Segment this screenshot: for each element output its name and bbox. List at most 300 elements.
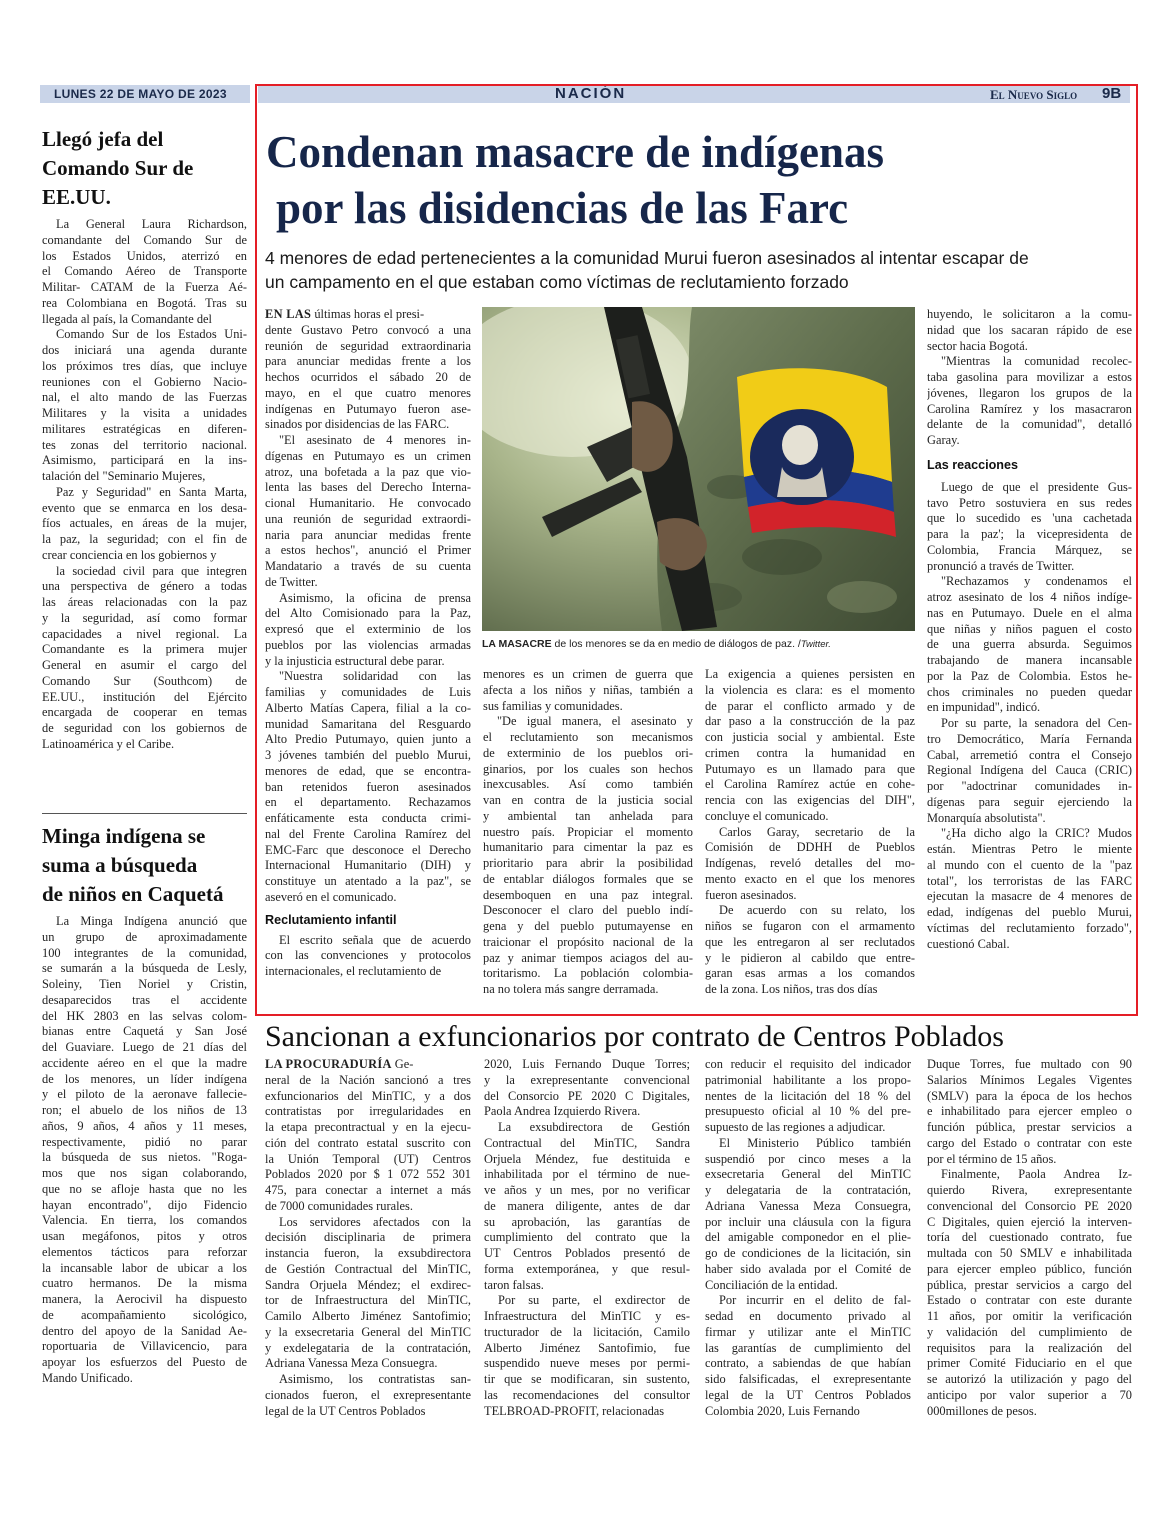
text-line: Garay.	[927, 433, 960, 447]
text-line: la sociedad civil para que integren	[56, 563, 247, 578]
subhead-reacciones: Las reacciones	[927, 457, 1019, 472]
text-line: reuniones con el Gobierno Nacio-	[42, 374, 247, 389]
text-line: General en asumir el cargo del	[42, 658, 247, 672]
text-line: firmar y utilizar ante el MinTIC	[705, 1324, 911, 1339]
text-line: de seguridad con los gobiernos de	[42, 721, 247, 735]
text-line: a estos hechos", anunció el Primer	[265, 543, 471, 558]
text-line: de acompañamiento sicológico,	[42, 1307, 247, 1322]
text-line: ban retenidos fueron asesinados	[265, 779, 471, 794]
caption-credit: Twitter.	[800, 639, 831, 650]
text-line: la paz, la seguridad; con el fin de	[42, 532, 247, 546]
text-line: chos criminales no pueden quedar	[927, 684, 1132, 699]
column-body	[265, 323, 471, 906]
text-line: hechos ocurridos el sábado 20 de	[265, 370, 471, 384]
text-line: TELBROAD-PROFIT, relacionadas	[484, 1403, 665, 1418]
text-line: el Comando Aéreo de Transporte	[42, 264, 247, 279]
text-line: mento exacto en el que los menores	[705, 871, 915, 886]
text-line: comandante del Comando Sur de	[42, 232, 247, 247]
text-line: se sumarán a la búsqueda de Lesly,	[42, 961, 247, 976]
text-line: para anunciar medidas frente a los	[265, 354, 471, 369]
text-line: sinados por disidencias de las FARC.	[265, 417, 450, 432]
text-line: indígenas en Putumayo fueron ase-	[265, 401, 471, 416]
text-line: ginarios, por los cuales son hechos	[483, 761, 693, 776]
text-line: familias y comunidades de Luis	[265, 685, 471, 699]
text-line: la Unión Temporal (UT) Centros	[265, 1151, 471, 1166]
text-line: exsecretaria General del MinTIC	[705, 1167, 911, 1182]
page-number: 9B	[1102, 85, 1122, 102]
text-line: crear conciencia en los gobiernos y	[42, 547, 217, 562]
text-line: en el departamento. Rechazamos	[265, 795, 471, 810]
text-line: y la exrepresentante convencional	[484, 1072, 690, 1087]
text-line: anticipo por valor superior a 70	[927, 1387, 1132, 1402]
text-line: haber sido avalada por el Comité de	[705, 1261, 911, 1276]
text-line: un grupo de aproximadamente	[42, 929, 247, 944]
text-line: dígenas en Putumayo es un crimen	[265, 448, 471, 463]
text-line: dentro del apoyo de la Sanidad Ae-	[42, 1323, 247, 1338]
text-line: de los menores, un líder indígena	[42, 1071, 247, 1086]
text-line: Internacional Humanitario (DIH) y	[265, 858, 471, 873]
main-headline-line-2: por las disidencias de las Farc	[276, 183, 849, 233]
text-line: primer Comité Fiduciario en el que	[927, 1356, 1132, 1371]
text-line: bianas entre Caquetá y San José	[42, 1024, 247, 1039]
text-line: La Minga Indígena anunció que	[56, 914, 247, 928]
newspaper-name: El Nuevo Siglo	[990, 87, 1078, 102]
text-line: dígenas para seguir ejerciendo la	[927, 794, 1132, 809]
text-line: menores es un crimen de guerra que	[483, 667, 693, 681]
text-line: nentes de la licitación del 18 % del	[705, 1088, 911, 1103]
text-line: tor de Infraestructura del MinTIC,	[265, 1293, 471, 1308]
text-line: con reducir el requisito del indicador	[705, 1057, 911, 1071]
text-line: neral de la Nación sancionó a tres	[265, 1072, 471, 1087]
text-line: accidente aéreo en el que la madre	[42, 1055, 247, 1070]
text-line: enfáticamente esta conducta crimi-	[265, 811, 471, 825]
main-headline-line-1: Condenan masacre de indígenas	[266, 127, 885, 177]
divider	[42, 813, 247, 814]
second-headline: Sancionan a exfuncionarios por contrato de Centros Poblados	[265, 1020, 1004, 1053]
text-line: "¿Ha dicho algo la CRIC? Mudos	[941, 826, 1132, 841]
text-line: desemboquen en una paz integral.	[483, 887, 693, 902]
text-line: Por su parte, la senadora del Cen-	[941, 716, 1132, 730]
text-line: dos iniciará una agenda durante	[42, 343, 247, 357]
text-line: toritarismo. La población colombia-	[483, 966, 693, 981]
text-line: EE.UU., institución del Ejército	[42, 689, 247, 704]
text-line: quierdo Rivera, exrepresentante	[927, 1183, 1132, 1197]
text-line: llegada al país, la Comandante del	[42, 311, 212, 326]
text-line: respectivamente, pidió no parar	[42, 1134, 247, 1149]
text-line: las áreas relacionadas con la paz	[42, 595, 247, 609]
text-line: Mandatario a través de su cuenta	[265, 559, 471, 573]
photo-caption	[482, 637, 915, 652]
text-line: (SMLV) para la época de los hechos	[927, 1088, 1132, 1103]
text-line: los próximos tres días, que incluye	[42, 358, 247, 373]
text-line: Soleiny, Tien Noriel y Cristin,	[42, 977, 247, 991]
text-line: naria para anunciar medidas frente	[265, 527, 471, 542]
text-line: lenta las bases del Derecho Interna-	[265, 480, 471, 495]
main-deck	[265, 246, 1127, 294]
text-line: fíos actuales, en áreas de la mujer,	[42, 516, 247, 531]
text-line: Paola Andrea Izquierdo Rivera.	[484, 1104, 641, 1119]
page-date: LUNES 22 DE MAYO DE 2023	[40, 85, 250, 103]
text-line: Carolina Ramírez y los masacraron	[927, 401, 1132, 416]
title-line: EE.UU.	[42, 185, 111, 209]
text-line: constituye un atentado a la paz", se	[265, 874, 471, 888]
text-line: crimen contra la humanidad en	[705, 745, 915, 760]
text-line: gena y del pueblo putumayense en	[483, 919, 693, 933]
text-line: cional Humanitario. He convocado	[265, 496, 471, 510]
text-line: taba gasolina para movilizar a estos	[927, 370, 1132, 384]
text-line: pronunció a través de Twitter.	[927, 558, 1075, 573]
text-line: Monarquía absolutista".	[927, 810, 1046, 825]
text-line: garan esas armas a los comandos	[705, 966, 915, 981]
text-line: rea Colombiana en Bogotá. Tras su	[42, 295, 247, 310]
text-line: "El asesinato de 4 menores in-	[279, 433, 471, 447]
main-column-1	[265, 307, 471, 980]
text-line: militares estratégicas en diferen-	[42, 421, 247, 436]
text-line: EMC-Farc que desconoce el Derecho	[265, 842, 471, 857]
column-body	[265, 933, 471, 980]
text-line: del amigable componedor en el plie-	[705, 1230, 911, 1245]
text-line: C Digitales, quien ejerció la interven-	[927, 1214, 1132, 1229]
text-line: cionados fueron, el exrepresentante	[265, 1387, 471, 1402]
second-column-1	[265, 1057, 471, 1419]
text-line: go de condiciones de la licitación, sin	[705, 1246, 911, 1260]
text-line: La exigencia a quienes persisten en	[705, 667, 915, 681]
text-line: elementos tácticos para reforzar	[42, 1244, 247, 1259]
text-line: Poblados 2020 por $ 1 072 552 301	[265, 1167, 471, 1182]
text-line: y la injusticia estructural debe parar.	[265, 653, 445, 668]
text-line: pueblos por las violencias armadas	[265, 637, 471, 652]
text-line: nal, el alto mando de las Fuerzas	[42, 390, 247, 405]
text-line: 2020, Luis Fernando Duque Torres;	[484, 1057, 690, 1071]
text-line: Por incurrir en el delito de fal-	[719, 1293, 911, 1308]
section-title: NACIÓN	[555, 85, 627, 102]
main-column-3	[705, 667, 915, 998]
second-column-3	[705, 1057, 911, 1419]
text-line: prioritario para abrir la posibilidad	[483, 856, 693, 870]
text-line: Comandante es la primera mujer	[42, 642, 247, 657]
text-line: Alto Predio Putumayo, quien junto a	[265, 732, 471, 747]
text-line: El escrito señala que de acuerdo	[279, 932, 471, 947]
text-line: 475, para conectar a internet a más	[265, 1183, 471, 1197]
text-line: Militares y la visita a unidades	[42, 406, 247, 420]
text-line: menores de edad, que se encontra-	[265, 763, 471, 778]
text-line: que les entregaron al ser reclutados	[705, 934, 915, 949]
text-line: Putumayo es un llamado para que	[705, 761, 915, 776]
text-line: Luego de que el presidente Gus-	[941, 479, 1132, 494]
text-line: tavo Petro sostuviera en sus redes	[927, 495, 1132, 510]
text-line: na no tolera más sangre derramada.	[483, 982, 659, 996]
text-line: Valencia. En tierra, los comandos	[42, 1213, 247, 1228]
text-line: desaparecidos tras el accidente	[42, 992, 247, 1007]
text-line: víctimas del reclutamiento forzado",	[927, 920, 1132, 935]
text-line: supuesto de las regiones a adjudicar.	[705, 1120, 886, 1134]
text-line: tes zonas del territorio nacional.	[42, 437, 247, 452]
text-line: ejecutan la masacre de 4 menores de	[927, 889, 1132, 904]
photo-illustration	[482, 307, 915, 631]
text-line: patrimonial habilitante a los propo-	[705, 1072, 911, 1087]
text-line: Por su parte, el exdirector de	[498, 1293, 690, 1308]
text-line: para ejercer empleo público, función	[927, 1261, 1132, 1276]
text-line: ron; el abuelo de los niños de 13	[42, 1103, 247, 1117]
text-line: nuestro país. Propiciar el momento	[483, 824, 693, 839]
text-line: presupuesto oficial al 10 % del pre-	[705, 1104, 911, 1119]
text-line: de la zona. Los niños, tras dos días	[705, 982, 878, 996]
text-line: afecta a los niños y niñas, también a	[483, 682, 693, 697]
soldier-armband-photo	[482, 307, 915, 631]
text-line: delante de la comunidad", detalló	[927, 417, 1132, 432]
text-line: cumplimiento del contrato que la	[484, 1230, 690, 1245]
text-line: con justicia social y ambiental. Este	[705, 730, 915, 744]
sidebar-story-2-title	[42, 822, 247, 909]
text-line: la búsqueda de sus nietos. "Roga-	[42, 1150, 247, 1165]
text-line: ción del contrato estatal suscrito con	[265, 1135, 471, 1150]
text-line: 11 años, por omitir la verificación	[927, 1309, 1132, 1323]
text-line: y el piloto de la aeronave fallecie-	[42, 1087, 247, 1102]
text-line: cuestionó Cabal.	[927, 936, 1010, 951]
text-line: y le pidieron al cabildo que entre-	[705, 950, 915, 965]
text-line: inexcusables. Así como también	[483, 777, 693, 792]
column-body	[927, 307, 1132, 449]
text-line: y la seguridad, así como formar	[42, 610, 247, 625]
deck-line: 4 menores de edad pertenecientes a la comunidad Murui fueron asesinados al intentar escapar de	[265, 248, 1029, 268]
text-line: de Gestión Contractual del MinTIC,	[265, 1261, 471, 1276]
text-line: que niñas y niños paguen el costo	[927, 621, 1132, 636]
text-line: total", los terroristas de las FARC	[927, 873, 1132, 888]
text-line: evento que se enmarca en los desa-	[42, 500, 247, 515]
text-line: "Nuestra solidaridad con las	[279, 669, 471, 684]
text-line: Conciliación de la entidad.	[705, 1277, 838, 1292]
title-line: Minga indígena se	[42, 824, 206, 848]
text-line: Asimismo, la oficina de prensa	[279, 590, 471, 605]
text-line: Paz y Seguridad" en Santa Marta,	[56, 484, 247, 499]
text-line: en impunidad", indicó.	[927, 700, 1041, 715]
text-line: cargo del Estado o contratar con este	[927, 1135, 1132, 1150]
text-line: de entablar diálogos formales que se	[483, 871, 693, 886]
text-line: inhabilitada por el término de nue-	[484, 1167, 690, 1182]
second-column-4	[927, 1057, 1132, 1419]
text-line: los Estados Unidos, aterrizó en	[42, 248, 247, 263]
text-line: de 7000 comunidades rurales.	[265, 1198, 413, 1213]
text-line: mayo, en el que cuatro menores	[265, 385, 471, 400]
text-line: años, 9 años, 4 años y 11 meses,	[42, 1118, 247, 1133]
text-line: por la Paz de Colombia. Estos he-	[927, 668, 1132, 683]
text-line: las garantías de cumplimiento del	[705, 1340, 911, 1355]
text-line: fueron asesinados.	[705, 887, 797, 902]
text-line: su aprobación, las garantías de	[484, 1214, 690, 1229]
text-line: Regional Indígena del Cauca (CRIC)	[927, 763, 1132, 778]
text-line: de manera diligente, antes de dar	[484, 1198, 690, 1213]
text-line: reunión de seguridad extraordinaria	[265, 338, 471, 353]
text-line: Asimismo, participará en la ins-	[42, 453, 247, 468]
text-line: roportuaria de Villavicencio, para	[42, 1339, 247, 1354]
text-line: la violencia es clara: es el momento	[705, 682, 915, 697]
text-line: manera, la Aerocivil ha dispuesto	[42, 1292, 247, 1306]
sidebar-story-1-title	[42, 125, 247, 212]
text-line: forma extemporánea, y que resul-	[484, 1261, 690, 1276]
text-line: munidad Samaritana del Resguardo	[265, 716, 471, 731]
text-line: sector hacia Bogotá.	[927, 338, 1028, 353]
text-line: mos que nos sigan colaborando,	[42, 1166, 247, 1180]
text-line: y ambiental tan anhelada para	[483, 808, 693, 823]
text-line: las recomendaciones del consultor	[484, 1387, 690, 1402]
text-line: "Rechazamos y condenamos el	[941, 574, 1132, 589]
text-line: humanitario para cimentar la paz es	[483, 840, 693, 855]
text-line: para la paz'; la vicepresidenta de	[927, 527, 1132, 541]
text-line: taron falsas.	[484, 1277, 544, 1292]
text-line: dar paso a la construcción de la paz	[705, 714, 915, 729]
text-line: jóvenes, llegaron los grupos de la	[927, 385, 1132, 400]
text-line: al mundo con el cuento de la "paz	[927, 857, 1132, 872]
deck-line: un campamento en el que estaban como víctimas de reclutamiento forzado	[265, 272, 849, 292]
text-line: 3 jóvenes también del pueblo Murui,	[265, 748, 471, 762]
lead-in: LA PROCURADURÍA	[265, 1057, 392, 1071]
text-line: Salarios Mínimos Legales Vigentes	[927, 1072, 1132, 1087]
second-column-2	[484, 1057, 690, 1419]
text-line: 000millones de pesos.	[927, 1403, 1037, 1418]
text-line: niños se fugaron con el armamento	[705, 919, 915, 933]
text-line: Finalmente, Paola Andrea Iz-	[941, 1167, 1132, 1182]
text-line: edad, indígenas del pueblo Murui,	[927, 905, 1132, 919]
text-line: "De igual manera, el asesinato y	[497, 714, 693, 729]
text-line: UT Centros Poblados presentó de	[484, 1246, 690, 1260]
text-line: suspendió por cinco meses a la	[705, 1151, 911, 1166]
text-line: tir que se modificaran, sin sustento,	[484, 1372, 690, 1386]
text-line: la incansable labor de ubicar a los	[42, 1260, 247, 1275]
text-line: trabajando de manera incansable	[927, 653, 1132, 667]
sidebar-story-1-body	[42, 217, 247, 753]
text-line: Duque Torres, fue multado con 90	[927, 1057, 1132, 1071]
title-line: de niños en Caquetá	[42, 882, 224, 906]
text-line: instancia fueron, la exsubdirectora	[265, 1246, 471, 1260]
text-line: Colombia 2020, Luis Fernando	[705, 1403, 860, 1418]
subhead-reclutamiento: Reclutamiento infantil	[265, 912, 397, 927]
title-line: suma a búsqueda	[42, 853, 198, 877]
text-line: Militar- CATAM de la Fuerza Aé-	[42, 280, 247, 294]
text-line: paz y animar tiempos aciagos del au-	[483, 950, 693, 965]
text-line: Contractual del MinTIC, Sandra	[484, 1135, 690, 1150]
text-line: legal de la UT Centros Poblados	[265, 1403, 426, 1418]
text-line: De acuerdo con su relato, los	[719, 903, 915, 918]
text-line: Los servidores afectados con la	[279, 1214, 471, 1229]
text-line: El Ministerio Público también	[719, 1135, 911, 1150]
text-line: están. Mientras Petro le miente	[927, 842, 1132, 856]
title-line: Comando Sur de	[42, 156, 194, 180]
caption-lead: LA MASACRE	[482, 638, 552, 650]
text-line: Colombia, Francia Márquez, se	[927, 542, 1132, 557]
text-line: requisitos para la realización del	[927, 1340, 1132, 1355]
text-line: Latinoamérica y el Caribe.	[42, 736, 175, 751]
text-line: cuatro hermanos. De la misma	[42, 1276, 247, 1291]
text-line: Alberto Matías Capera, filial a la co-	[265, 700, 471, 715]
text-line: exfuncionarios del MinTIC, y a dos	[265, 1088, 471, 1103]
text-line: del HK 2803 en las selvas colom-	[42, 1008, 247, 1023]
text-line: aseveró en el comunicado.	[265, 889, 397, 904]
text-line: atroz, una bofetada a la paz que vio-	[265, 464, 471, 479]
text-line: Comando Sur de los Estados Uni-	[56, 327, 247, 342]
lead-line	[265, 307, 471, 323]
text-line: una perspectiva de género a todas	[42, 579, 247, 594]
text-line: Adriana Vanessa Meza Consuegra,	[705, 1198, 911, 1213]
text-line: sido falsificadas, el exrepresentante	[705, 1372, 911, 1386]
text-line: que lo sucedido es 'una cachetada	[927, 511, 1132, 526]
text-line: Orjuela Méndez, fue destituida e	[484, 1151, 690, 1166]
text-line: multada con 50 SMLV e inhabilitada	[927, 1246, 1132, 1260]
text-line: nidad que los sacaran rápido de ese	[927, 322, 1132, 337]
text-line: tructurador de la licitación, Camilo	[484, 1324, 690, 1339]
sidebar-story-1	[42, 125, 247, 212]
text-line: legal de la UT Centros Poblados	[705, 1387, 911, 1402]
text-line: van en contra de la justicia social	[483, 793, 693, 807]
text-line: usan megáfonos, pitos y otros	[42, 1229, 247, 1243]
text-line: la etapa precontractual y en la ejecu-	[265, 1120, 471, 1134]
text-line: Alberto Jiménez Santofimio, fue	[484, 1340, 690, 1355]
text-line: Mando Unificado.	[42, 1370, 133, 1385]
text-line: del Guaviare. Luego de 21 días del	[42, 1040, 247, 1054]
text-line: toría del cuestionado contrato, fue	[927, 1230, 1132, 1245]
text-line: nas en Putumayo. Duele en el alma	[927, 605, 1132, 620]
text-line: pública, prestar servicios a cargo del	[927, 1277, 1132, 1292]
text-line: ve años y un mes, por no verificar	[484, 1183, 690, 1197]
text-line: expresó que el exterminio de los	[265, 622, 471, 636]
text-line: de parar el conflicto armado y de	[705, 698, 915, 713]
text-line: apoyar los esfuerzos del Puesto de	[42, 1355, 247, 1369]
text-line: contratistas por irregularidades en	[265, 1104, 471, 1119]
text-line: Desconocer el claro del pueblo indí-	[483, 903, 693, 918]
text-line: e inhabilitado para ejercer empleo o	[927, 1104, 1132, 1119]
text-line: Asimismo, los contratistas san-	[279, 1372, 471, 1386]
lead-line	[265, 1057, 471, 1073]
text-line: capacidades a nivel regional. La	[42, 626, 247, 641]
text-line: Sandra Orjuela Méndez; el exdirec-	[265, 1277, 471, 1292]
text-line: el Carolina Ramírez actúe en cohe-	[705, 777, 915, 792]
text-line: La General Laura Richardson,	[56, 217, 247, 231]
text-line: huyendo, le solicitaron a la comu-	[927, 307, 1132, 321]
text-line: contrato, a sabiendas de que habían	[705, 1356, 911, 1371]
text-line: sedad en documento privado al	[705, 1309, 911, 1323]
text-line: del Consorcio PE 2020 C Digitales,	[484, 1088, 690, 1103]
lead-text: Ge-	[391, 1057, 414, 1071]
text-line: sus familias y comunidades.	[483, 698, 623, 713]
text-line: "Mientras la comunidad recolec-	[941, 354, 1132, 369]
text-line: internacionales, el reclutamiento de	[265, 964, 442, 978]
text-line: se autorizó la utilización y pago del	[927, 1372, 1132, 1386]
text-line: nal del Frente Carolina Ramírez del	[265, 826, 471, 841]
text-line: Indígenas, reveló detalles del mo-	[705, 856, 915, 870]
text-line: el reclutamiento son mecanismos	[483, 730, 693, 744]
text-line: rencia con las exigencias del DIH",	[705, 793, 915, 807]
text-line: de Twitter.	[265, 574, 318, 589]
text-line: Comando Sur (Southcom) de	[42, 673, 247, 688]
text-line: Adriana Vanessa Meza Consuegra.	[265, 1356, 438, 1371]
text-line: Comisión de DDHH de Pueblos	[705, 840, 915, 855]
text-line: y delegataria de la contratación,	[705, 1183, 911, 1197]
text-line: Cabal, arremetió contra el Consejo	[927, 747, 1132, 762]
text-line: que no se afloje hasta que no les	[42, 1181, 247, 1196]
text-line: de una guerra absurda. Seguimos	[927, 637, 1132, 652]
text-line: Estado o contratar con este durante	[927, 1293, 1132, 1308]
text-line: traicionar el propósito nacional de la	[483, 934, 693, 949]
column-body	[927, 480, 1132, 953]
text-line: La exsubdirectora de Gestión	[498, 1120, 690, 1134]
lead-in: EN LAS	[265, 307, 312, 321]
sidebar-story-2-body	[42, 914, 247, 1387]
text-line: por el término de 15 años.	[927, 1151, 1057, 1166]
text-line: del Alto Comisionado para la Paz,	[265, 606, 471, 621]
text-line: concluye el comunicado.	[705, 808, 829, 823]
title-line: Llegó jefa del	[42, 127, 164, 151]
text-line: tro Democrático, María Fernanda	[927, 731, 1132, 746]
text-line: atroz asesinato de los 4 niños indíge-	[927, 590, 1132, 604]
